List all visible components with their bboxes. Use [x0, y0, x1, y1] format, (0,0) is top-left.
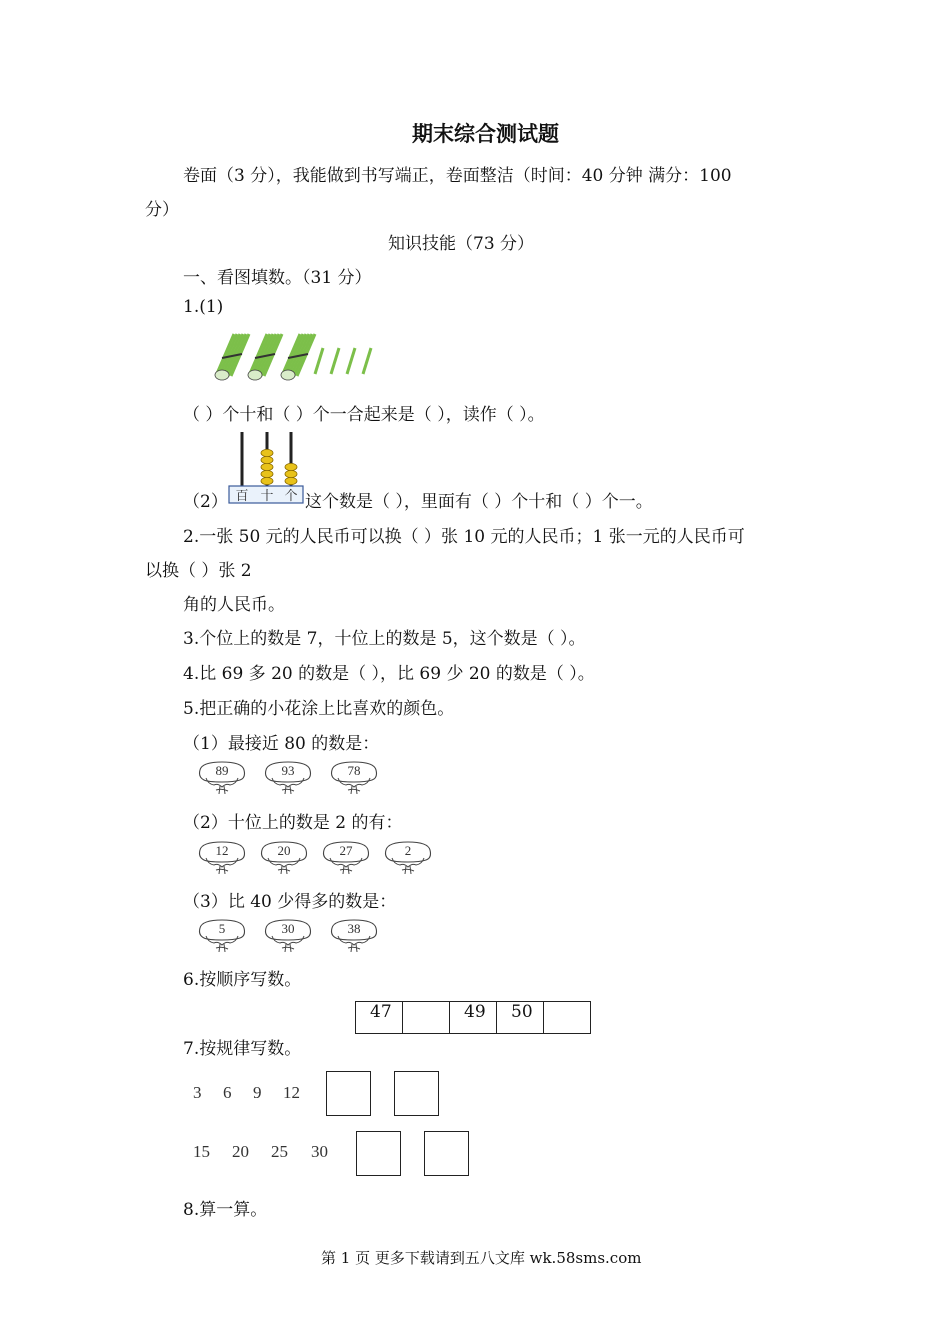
abacus-bead	[285, 463, 297, 470]
flower-number: 89	[215, 763, 229, 778]
ten-stick-bundle	[248, 334, 282, 380]
answer-box[interactable]	[424, 1131, 469, 1176]
question-text: 6.按顺序写数。	[183, 970, 302, 990]
question-label: （2）	[183, 492, 228, 512]
pattern-number: 9	[253, 1083, 262, 1102]
flower[interactable]	[262, 918, 314, 954]
flower[interactable]	[320, 840, 372, 876]
sequence-cell[interactable]: 49	[450, 1002, 497, 1034]
pattern-number: 25	[271, 1142, 288, 1161]
abacus-bead	[261, 449, 273, 456]
abacus-bead	[261, 463, 273, 470]
flower-row-1	[196, 760, 380, 796]
flower-number: 12	[215, 843, 229, 858]
single-stick	[363, 348, 371, 374]
question-text: 4.比 69 多 20 的数是（ ），比 69 少 20 的数是（ ）。	[183, 664, 595, 684]
page-footer: 第 1 页 更多下载请到五八文库 wk.58sms.com	[321, 1249, 642, 1267]
sub-question: （2）十位上的数是 2 的有：	[183, 813, 403, 833]
sequence-cell[interactable]: 47	[356, 1002, 403, 1034]
pattern-number: 20	[232, 1142, 249, 1161]
pattern-number: 12	[283, 1083, 300, 1102]
question-label: 1.(1)	[183, 297, 224, 317]
sequence-table	[355, 1001, 591, 1034]
flower[interactable]	[328, 760, 380, 796]
abacus-image	[228, 430, 306, 505]
abacus-bead	[261, 477, 273, 484]
flower-number: 30	[281, 921, 295, 936]
abacus-label-ones: 个	[284, 489, 298, 504]
ten-stick-bundle	[281, 334, 315, 380]
answer-box[interactable]	[356, 1131, 401, 1176]
flower-number: 93	[281, 763, 295, 778]
abacus-label-tens: 十	[260, 489, 274, 504]
question-text: 2.一张 50 元的人民币可以换（ ）张 10 元的人民币；1 张一元的人民币可	[183, 527, 745, 547]
pattern-number: 3	[193, 1083, 202, 1102]
flower[interactable]	[328, 918, 380, 954]
flower-number: 5	[218, 921, 226, 936]
flower-number: 27	[339, 843, 353, 858]
pattern-number: 30	[311, 1142, 328, 1161]
question-text: 7.按规律写数。	[183, 1039, 302, 1059]
stick-bundles-image	[210, 330, 380, 382]
flower[interactable]	[262, 760, 314, 796]
section-header: 知识技能（73 分）	[388, 234, 535, 254]
flower[interactable]	[196, 840, 248, 876]
question-text: 8.算一算。	[183, 1200, 268, 1220]
ten-stick-bundle	[215, 334, 249, 380]
question-text: 3.个位上的数是 7，十位上的数是 5，这个数是（ ）。	[183, 629, 586, 649]
part-header: 一、看图填数。（31 分）	[183, 268, 372, 288]
sequence-cell[interactable]	[403, 1002, 450, 1034]
flower-number: 78	[347, 763, 361, 778]
flower[interactable]	[196, 760, 248, 796]
single-stick	[315, 348, 323, 374]
flower-number: 20	[277, 843, 291, 858]
abacus-label-hundreds: 百	[235, 489, 249, 504]
flower-number: 2	[404, 843, 412, 858]
single-stick	[331, 348, 339, 374]
pattern-number: 6	[223, 1083, 232, 1102]
question-text: 这个数是（ ），里面有（ ）个十和（ ）个一。	[305, 492, 653, 512]
abacus-bead	[285, 477, 297, 484]
abacus-bead	[261, 470, 273, 477]
intro-line: 卷面（3 分），我能做到书写端正，卷面整洁（时间：40 分钟 满分：100	[183, 166, 732, 186]
intro-line: 分）	[145, 200, 179, 220]
sequence-cell[interactable]: 50	[497, 1002, 544, 1034]
answer-box[interactable]	[394, 1071, 439, 1116]
question-text: （ ）个十和（ ）个一合起来是（ ），读作（ ）。	[183, 405, 545, 425]
pattern-number: 15	[193, 1142, 210, 1161]
flower-row-2	[196, 840, 434, 876]
flower[interactable]	[258, 840, 310, 876]
flower-number: 38	[347, 921, 361, 936]
flower[interactable]	[196, 918, 248, 954]
flower[interactable]	[382, 840, 434, 876]
question-text: 角的人民币。	[183, 595, 285, 615]
question-text: 5.把正确的小花涂上比喜欢的颜色。	[183, 699, 455, 719]
sequence-cell[interactable]	[544, 1002, 591, 1034]
page-title: 期末综合测试题	[412, 121, 559, 146]
sub-question: （3）比 40 少得多的数是：	[183, 892, 397, 912]
question-text: 以换（ ）张 2	[145, 561, 252, 581]
abacus-bead	[285, 470, 297, 477]
flower-row-3	[196, 918, 380, 954]
sub-question: （1）最接近 80 的数是：	[183, 734, 380, 754]
abacus-bead	[261, 456, 273, 463]
single-stick	[347, 348, 355, 374]
answer-box[interactable]	[326, 1071, 371, 1116]
